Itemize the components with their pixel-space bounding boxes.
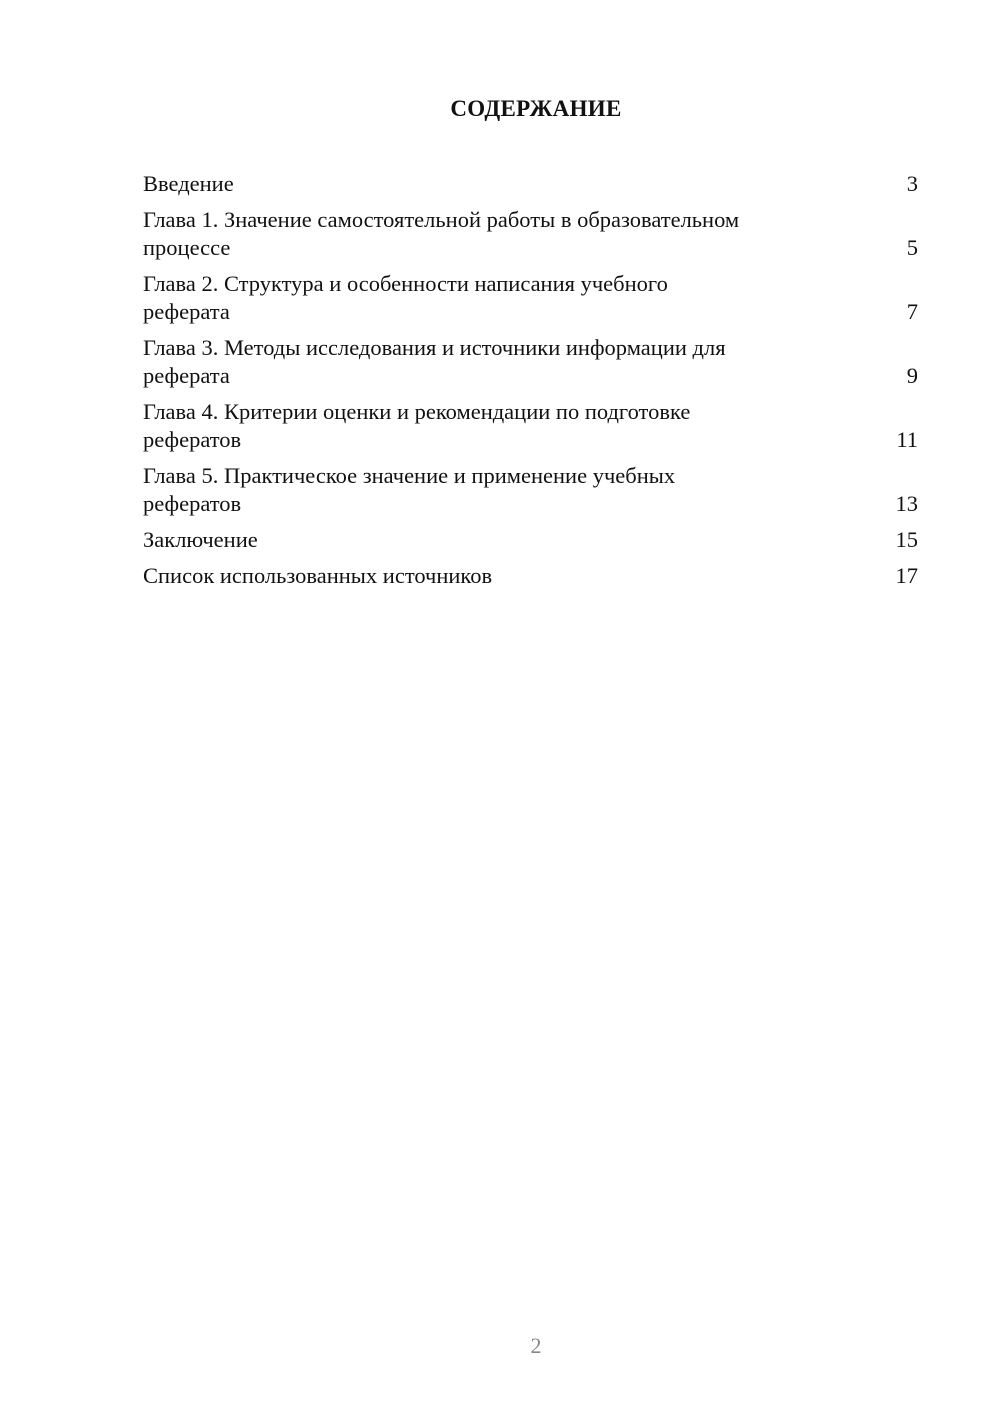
toc-entry-page: 15 <box>895 527 918 552</box>
toc-entry-references[interactable] <box>143 562 918 590</box>
toc-entry-page: 7 <box>906 299 918 324</box>
table-of-contents <box>143 170 918 598</box>
toc-entry-label: Глава 4. Критерии оценки и рекомендации по подготовке рефератов <box>143 399 691 452</box>
toc-entry-chapter-4[interactable] <box>143 398 918 454</box>
toc-entry-page: 13 <box>895 491 918 516</box>
toc-entry-label: Список использованных источников <box>143 563 493 588</box>
toc-entry-introduction[interactable] <box>143 170 918 198</box>
toc-entry-chapter-2[interactable] <box>143 270 918 326</box>
toc-entry-label: Глава 3. Методы исследования и источники информации для реферата <box>143 335 726 388</box>
toc-entry-label: Заключение <box>143 527 258 552</box>
toc-entry-label: Глава 2. Структура и особенности написания учебного реферата <box>143 271 668 324</box>
toc-entry-label: Глава 5. Практическое значение и применение учебных рефератов <box>143 463 676 516</box>
toc-entry-conclusion[interactable] <box>143 526 918 554</box>
toc-entry-page: 11 <box>896 427 918 452</box>
page-title: СОДЕРЖАНИЕ <box>450 96 622 121</box>
toc-entry-label: Введение <box>143 171 234 196</box>
page-number: 2 <box>530 1333 542 1358</box>
toc-entry-page: 9 <box>906 363 918 388</box>
toc-entry-chapter-5[interactable] <box>143 462 918 518</box>
toc-entry-page: 3 <box>906 171 918 196</box>
toc-entry-chapter-1[interactable] <box>143 206 918 262</box>
toc-entry-page: 17 <box>895 563 918 588</box>
toc-entry-label: Глава 1. Значение самостоятельной работы в образовательном процессе <box>143 207 740 260</box>
toc-entry-chapter-3[interactable] <box>143 334 918 390</box>
toc-entry-page: 5 <box>906 235 918 260</box>
